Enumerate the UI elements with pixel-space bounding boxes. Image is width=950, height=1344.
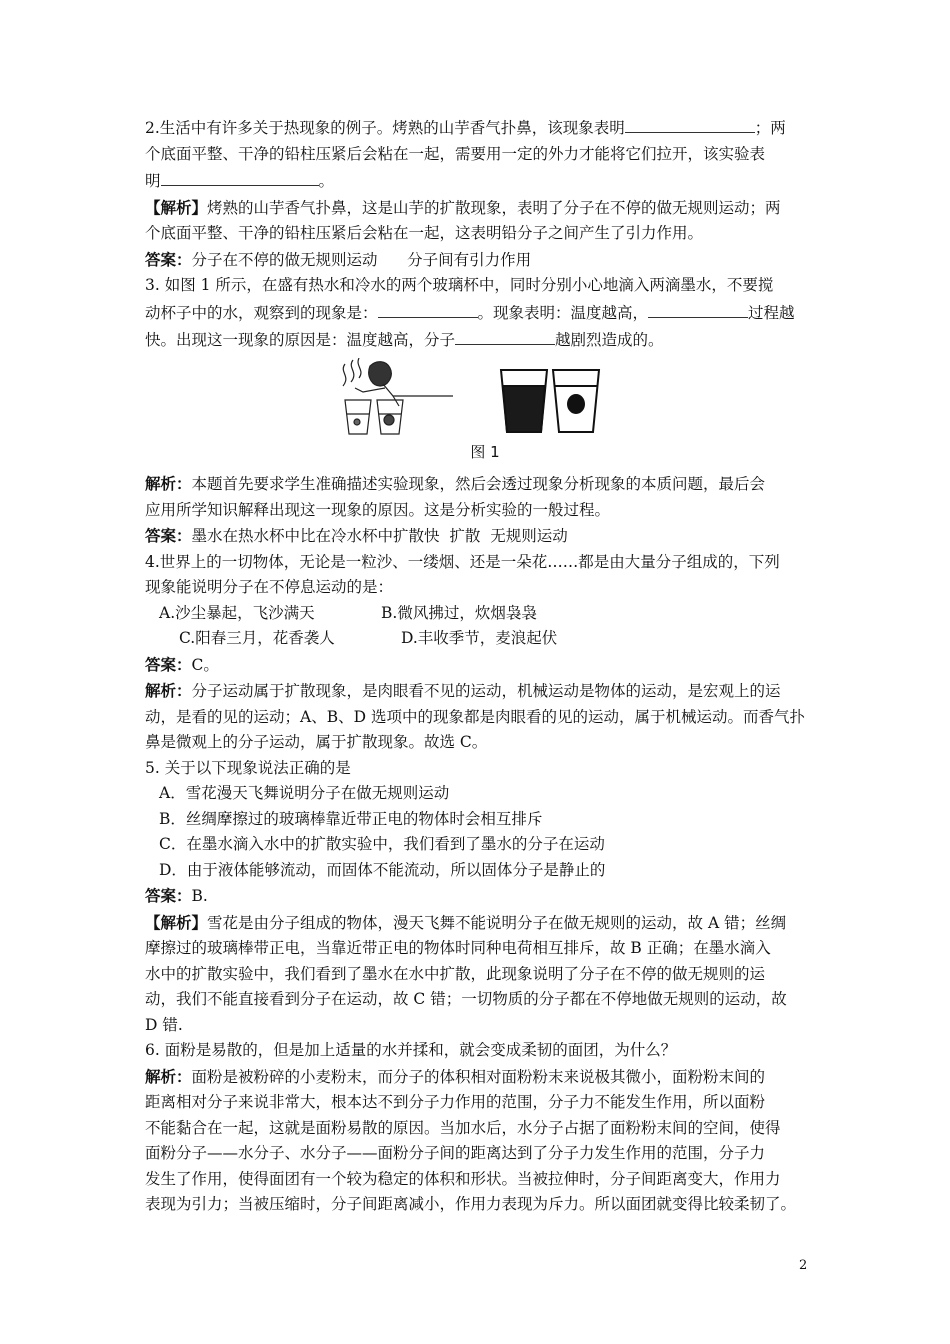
q4-analysis-3: 鼻是微观上的分子运动，属于扩散现象。故选 C。 — [145, 733, 488, 751]
glasses-illustration — [501, 370, 599, 432]
q6-analysis-2: 距离相对分子来说非常大，根本达不到分子力作用的范围，分子力不能发生作用，所以面粉 — [145, 1093, 766, 1111]
option-c[interactable]: C．在墨水滴入水中的扩散实验中，我们看到了墨水的分子在运动 — [159, 835, 605, 853]
q3-text: 越剧烈造成的。 — [555, 331, 664, 349]
q2-analysis — [145, 195, 825, 222]
q6-analysis-6: 表现为引力；当被压缩时，分子间距离减小，作用力表现为斥力。所以面团就变得比较柔韧了。 — [145, 1195, 797, 1213]
q4-line1: 4.世界上的一切物体，无论是一粒沙、一缕烟、还是一朵花……都是由大量分子组成的，下列 — [145, 552, 780, 571]
answer-text: B. — [191, 887, 208, 905]
experiment-illustration — [145, 358, 825, 436]
q5-analysis-5: D 错. — [145, 1015, 183, 1034]
q4-analysis — [145, 678, 825, 705]
q6-analysis-4: 面粉分子——水分子、水分子——面粉分子间的距离达到了分子力发生作用的范围，分子力 — [145, 1144, 766, 1162]
q6-analysis — [145, 1064, 825, 1091]
analysis-label: 解析： — [145, 681, 192, 700]
option-d[interactable]: D．由于液体能够流动，而固体不能流动，所以固体分子是静止的 — [159, 860, 606, 879]
answer-label: 答案： — [145, 249, 192, 269]
q6-line1: 6. 面粉是易散的，但是加上适量的水并揉和，就会变成柔韧的面团，为什么？ — [145, 1041, 677, 1059]
answer-blank[interactable] — [161, 167, 319, 186]
answer-label: 答案： — [145, 526, 192, 545]
analysis-text: 烤熟的山芋香气扑鼻，这是山芋的扩散现象，表明了分子在不停的做无规则运动；两 — [207, 198, 781, 217]
q2-line1 — [145, 114, 825, 142]
q3-analysis — [145, 471, 825, 498]
q3-line2 — [145, 299, 825, 327]
answer-blank[interactable] — [378, 299, 478, 318]
option-a[interactable]: A．雪花漫天飞舞说明分子在做无规则运动 — [159, 784, 450, 802]
q2-text: 2.生活中有许多关于热现象的例子。烤熟的山芋香气扑鼻，该现象表明 — [145, 119, 625, 137]
q6-analysis-3: 不能黏合在一起，这就是面粉易散的原因。当加水后，水分子占据了面粉粉末间的空间，使得 — [145, 1118, 781, 1137]
figure-1 — [145, 358, 825, 436]
q5-analysis — [145, 910, 825, 937]
q2-analysis-2: 个底面平整、干净的铅柱压紧后会粘在一起，这表明铅分子之间产生了引力作用。 — [145, 224, 704, 242]
option-d[interactable]: D.丰收季节，麦浪起伏 — [401, 629, 558, 647]
q2-text: 。 — [318, 172, 335, 190]
q5-line1: 5. 关于以下现象说法正确的是 — [145, 758, 351, 777]
analysis-label: 解析： — [145, 1066, 192, 1086]
answer-text: 墨水在热水杯中比在冷水杯中扩散快 扩散 无规则运动 — [191, 527, 568, 545]
answer-text: C。 — [191, 655, 219, 674]
q6-analysis-5: 发生了作用，使得面团有一个较为稳定的体积和形状。当被拉伸时，分子间距离变大，作用力 — [145, 1169, 781, 1188]
q4-options-cd — [145, 626, 825, 652]
answer-blank[interactable] — [455, 326, 555, 345]
q3-answer — [145, 523, 825, 550]
q3-text: 。现象表明：温度越高， — [477, 303, 649, 322]
q5-analysis-3: 水中的扩散实验中，我们看到了墨水在水中扩散，此现象说明了分子在不停的做无规则的运 — [145, 964, 766, 983]
option-b[interactable]: B.微风拂过，炊烟袅袅 — [381, 603, 537, 622]
answer-blank[interactable] — [648, 299, 748, 318]
option-c[interactable]: C.阳春三月，花香袭人 — [179, 629, 335, 647]
q3-analysis-2: 应用所学知识解释出现这一现象的原因。这是分析实验的一般过程。 — [145, 500, 611, 519]
answer-text: 分子在不停的做无规则运动 分子间有引力作用 — [191, 250, 532, 269]
analysis-text: 分子运动属于扩散现象，是肉眼看不见的运动，机械运动是物体的运动，是宏观上的运 — [191, 682, 781, 700]
q5-analysis-2: 摩擦过的玻璃棒带正电，当靠近带正电的物体时同种电荷相互排斥，故 B 正确；在墨水滴入 — [145, 939, 771, 957]
person-illustration — [343, 358, 453, 434]
analysis-text: 本题首先要求学生准确描述实验现象，然后会透过现象分析现象的本质问题，最后会 — [191, 475, 766, 493]
q4-answer — [145, 652, 825, 679]
q3-line1: 3. 如图 1 所示，在盛有热水和冷水的两个玻璃杯中，同时分别小心地滴入两滴墨水，不要搅 — [145, 276, 774, 294]
analysis-text: 雪花是由分子组成的物体，漫天飞舞不能说明分子在做无规则的运动，故 A 错；丝绸 — [207, 913, 787, 932]
analysis-label: 【解析】 — [145, 912, 208, 932]
analysis-label: 解析： — [145, 474, 192, 493]
document-content — [145, 114, 825, 1218]
q3-text: 快。出现这一现象的原因是：温度越高，分子 — [145, 331, 456, 349]
analysis-text: 面粉是被粉碎的小麦粉末，而分子的体积相对面粉粉末来说极其微小，面粉粉末间的 — [191, 1067, 766, 1086]
option-a[interactable]: A.沙尘暴起，飞沙满天 — [159, 603, 315, 622]
q5-analysis-4: 动，我们不能直接看到分子在运动，故 C 错；一切物质的分子都在不停地做无规则的运动，故 — [145, 990, 787, 1008]
q2-answer — [145, 247, 825, 274]
q4-options-ab — [145, 601, 825, 627]
q2-line3 — [145, 167, 825, 195]
answer-label: 答案： — [145, 654, 192, 674]
q2-line2: 个底面平整、干净的铅柱压紧后会粘在一起，需要用一定的外力才能将它们拉开，该实验表 — [145, 144, 766, 163]
analysis-label: 【解析】 — [145, 197, 208, 217]
q4-line2: 现象能说明分子在不停息运动的是： — [145, 578, 394, 596]
page-number: 2 — [799, 1258, 808, 1273]
option-b[interactable]: B．丝绸摩擦过的玻璃棒靠近带正电的物体时会相互排斥 — [159, 809, 543, 828]
q5-answer — [145, 883, 825, 910]
q3-text: 过程越 — [748, 303, 795, 322]
answer-label: 答案： — [145, 886, 192, 905]
q2-text: ；两 — [754, 119, 786, 137]
q3-line3 — [145, 326, 825, 354]
figure-caption: 图 1 — [470, 442, 500, 461]
q2-text: 明 — [145, 172, 161, 190]
q3-text: 动杯子中的水，观察到的现象是： — [145, 303, 378, 322]
q4-analysis-2: 动，是看的见的运动；A、B、D 选项中的现象都是肉眼看的见的运动，属于机械运动。而香气扑 — [145, 707, 805, 726]
answer-blank[interactable] — [625, 114, 755, 133]
